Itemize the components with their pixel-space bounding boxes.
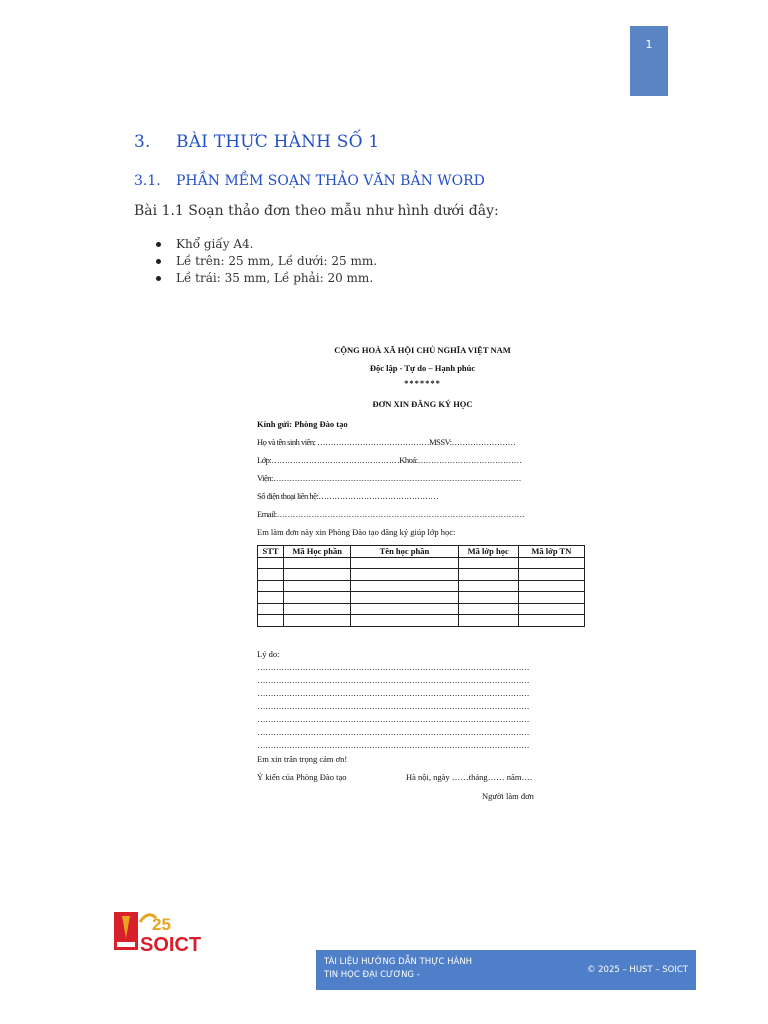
form-request: Em làm đơn này xin Phòng Đào tạo đăng ký giúp lớp học: bbox=[257, 527, 456, 537]
table-header-row bbox=[258, 546, 585, 558]
logo-text: SOICT bbox=[140, 934, 202, 954]
logo-number: 25 bbox=[152, 915, 171, 934]
heading-2-number: 3.1. bbox=[134, 173, 161, 189]
intro-text: Bài 1.1 Soạn thảo đơn theo mẫu như hình dưới đây: bbox=[134, 203, 499, 219]
bullet-icon bbox=[156, 259, 161, 264]
form-motto: Độc lập - Tự do – Hạnh phúc bbox=[369, 363, 476, 373]
table-row bbox=[258, 580, 585, 592]
course-table bbox=[257, 545, 585, 627]
table-row bbox=[258, 603, 585, 615]
form-reason-line: ………………………………………………………………………………………… bbox=[257, 675, 529, 685]
page-number-tab bbox=[630, 26, 668, 96]
logo-icon bbox=[112, 908, 208, 954]
heading-1-title: BÀI THỰC HÀNH SỐ 1 bbox=[176, 132, 380, 152]
footer-copyright: © 2025 – HUST – SOICT bbox=[586, 965, 688, 975]
page-number: 1 bbox=[645, 38, 653, 51]
list-item: Lề trên: 25 mm, Lề dưới: 25 mm. bbox=[150, 253, 377, 270]
form-stars: ******* bbox=[404, 378, 441, 388]
table-header: Mã Học phần bbox=[284, 546, 351, 558]
form-field: Lớp:…………………………………………Khoá:………………………………… bbox=[257, 455, 522, 465]
form-field: Họ và tên sinh viên: ……………………………………MSSV:…………………… bbox=[257, 437, 516, 447]
heading-1 bbox=[134, 132, 379, 152]
form-reason-label: Lý do: bbox=[257, 649, 280, 659]
table-row bbox=[258, 569, 585, 581]
form-field: Số điện thoại liên hệ:……………………………………… bbox=[257, 491, 439, 501]
table-header: Tên học phần bbox=[351, 546, 458, 558]
bullet-list bbox=[150, 236, 377, 287]
table-header: STT bbox=[258, 546, 284, 558]
form-date: Hà nội, ngày ……tháng…… năm…. bbox=[406, 772, 533, 782]
list-item: Lề trái: 35 mm, Lề phải: 20 mm. bbox=[150, 270, 377, 287]
table-row bbox=[258, 557, 585, 569]
form-field: Viện:………………………………………………………………………………… bbox=[257, 473, 521, 483]
form-field: Email:………………………………………………………………………………… bbox=[257, 509, 525, 519]
form-recipient: Kính gửi: Phòng Đào tạo bbox=[257, 419, 348, 429]
form-opinion: Ý kiến của Phòng Đào tạo bbox=[257, 772, 347, 782]
soict-logo bbox=[112, 908, 208, 954]
form-reason-line: ………………………………………………………………………………………… bbox=[257, 740, 529, 750]
heading-2 bbox=[134, 173, 485, 189]
registration-form-image bbox=[255, 336, 590, 806]
bullet-icon bbox=[156, 242, 161, 247]
form-applicant: Người làm đơn bbox=[482, 791, 534, 801]
form-reason-line: ………………………………………………………………………………………… bbox=[257, 714, 529, 724]
footer-doc-title: TÀI LIỆU HƯỚNG DẪN THỰC HÀNH TIN HỌC ĐẠI CƯƠNG - bbox=[324, 957, 473, 980]
heading-2-title: PHẦN MỀM SOẠN THẢO VĂN BẢN WORD bbox=[176, 173, 485, 189]
form-title: ĐƠN XIN ĐĂNG KÝ HỌC bbox=[372, 399, 473, 409]
list-item: Khổ giấy A4. bbox=[150, 236, 377, 253]
form-reason-line: ………………………………………………………………………………………… bbox=[257, 662, 529, 672]
table-row bbox=[258, 592, 585, 604]
table-header: Mã lớp học bbox=[458, 546, 518, 558]
form-thanks: Em xin trân trọng cảm ơn! bbox=[257, 754, 348, 764]
table-header: Mã lớp TN bbox=[518, 546, 584, 558]
form-reason-line: ………………………………………………………………………………………… bbox=[257, 688, 529, 698]
form-country: CỘNG HOÀ XÃ HỘI CHỦ NGHĨA VIỆT NAM bbox=[334, 345, 511, 355]
footer-bar bbox=[316, 950, 696, 990]
table-row bbox=[258, 615, 585, 627]
form-reason-line: ………………………………………………………………………………………… bbox=[257, 701, 529, 711]
heading-1-number: 3. bbox=[134, 132, 151, 152]
form-reason-line: ………………………………………………………………………………………… bbox=[257, 727, 529, 737]
bullet-icon bbox=[156, 276, 161, 281]
